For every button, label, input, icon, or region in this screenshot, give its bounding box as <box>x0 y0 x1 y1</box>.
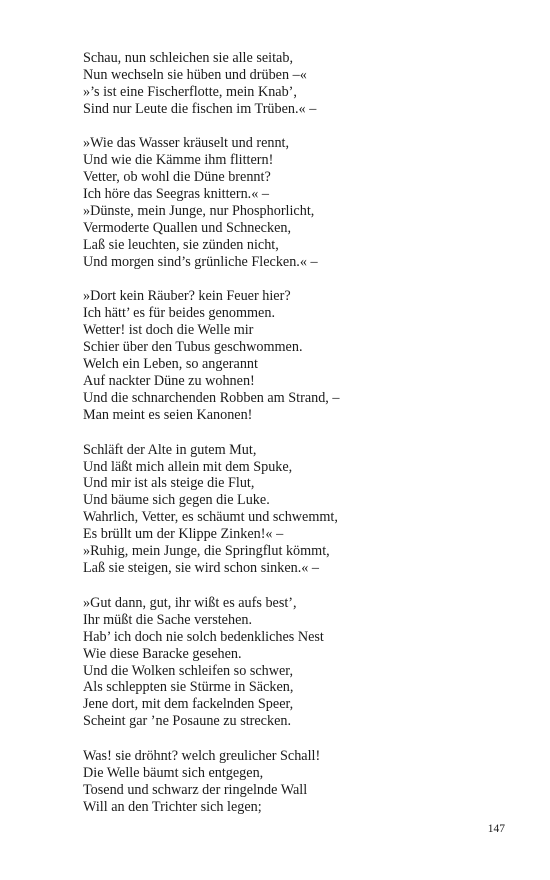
poem-line: Und die Wolken schleifen so schwer, <box>83 662 293 679</box>
stanza <box>83 288 523 424</box>
poem-line: Hab’ ich doch nie solch bedenkliches Nest <box>83 628 324 645</box>
poem-line: Wetter! ist doch die Welle mir <box>83 322 254 339</box>
stanza <box>83 442 523 578</box>
poem-line: Und bäume sich gegen die Luke. <box>83 492 270 509</box>
poem-line: Ich hätt’ es für beides genommen. <box>83 305 275 322</box>
poem-line: Auf nackter Düne zu wohnen! <box>83 373 255 390</box>
poem-line: Welch ein Leben, so angerannt <box>83 356 258 373</box>
poem-line: Und morgen sind’s grünliche Flecken.« – <box>83 253 318 270</box>
poem-line: Und läßt mich allein mit dem Spuke, <box>83 458 293 475</box>
stanza <box>83 595 523 731</box>
stanza <box>83 135 523 271</box>
poem-line: Nun wechseln sie hüben und drüben –« <box>83 66 307 83</box>
page-number: 147 <box>487 823 505 835</box>
poem-line: Und wie die Kämme ihm flittern! <box>83 152 274 169</box>
poem-line: Und mir ist als steige die Flut, <box>83 475 255 492</box>
poem-line: Scheint gar ’ne Posaune zu strecken. <box>83 713 292 730</box>
poem-line: »Wie das Wasser kräuselt und rennt, <box>83 135 290 152</box>
poem-line: Was! sie dröhnt? welch greulicher Schall! <box>83 747 321 764</box>
poem-line: Jene dort, mit dem fackelnden Speer, <box>83 696 294 713</box>
poem-line: »Gut dann, gut, ihr wißt es aufs best’, <box>83 594 297 611</box>
poem-line: Ich höre das Seegras knittern.« – <box>83 186 269 203</box>
poem-line: Laß sie steigen, sie wird schon sinken.« – <box>83 560 320 577</box>
poem-line: Schier über den Tubus geschwommen. <box>83 339 303 356</box>
stanza <box>83 748 523 816</box>
poem-line: Es brüllt um der Klippe Zinken!« – <box>83 526 284 543</box>
poem-line: Wie diese Baracke gesehen. <box>83 645 242 662</box>
poem-line: »’s ist eine Fischerflotte, mein Knab’, <box>83 83 297 100</box>
poem-line: Ihr müßt die Sache verstehen. <box>83 611 253 628</box>
poem-line: Sind nur Leute die fischen im Trüben.« – <box>83 100 317 117</box>
poem-line: Die Welle bäumt sich entgegen, <box>83 764 264 781</box>
poem-line: Und die schnarchenden Robben am Strand, – <box>83 390 340 407</box>
poem-line: »Ruhig, mein Junge, die Springflut kömmt, <box>83 543 330 560</box>
poem-body <box>83 50 523 833</box>
poem-line: Tosend und schwarz der ringelnde Wall <box>83 781 308 798</box>
poem-line: Will an den Trichter sich legen; <box>83 798 262 815</box>
poem-line: Schläft der Alte in gutem Mut, <box>83 441 257 458</box>
poem-line: »Dort kein Räuber? kein Feuer hier? <box>83 288 291 305</box>
poem-line: Als schleppten sie Stürme in Säcken, <box>83 679 294 696</box>
poem-line: Schau, nun schleichen sie alle seitab, <box>83 50 293 66</box>
poem-line: Wahrlich, Vetter, es schäumt und schwemmt, <box>83 509 338 526</box>
poem-line: Vermoderte Quallen und Schnecken, <box>83 220 292 237</box>
poem-line: Vetter, ob wohl die Düne brennt? <box>83 169 271 186</box>
poem-line: »Dünste, mein Junge, nur Phosphorlicht, <box>83 203 315 220</box>
poem-line: Man meint es seien Kanonen! <box>83 407 253 424</box>
stanza <box>83 50 523 118</box>
poem-line: Laß sie leuchten, sie zünden nicht, <box>83 237 279 254</box>
